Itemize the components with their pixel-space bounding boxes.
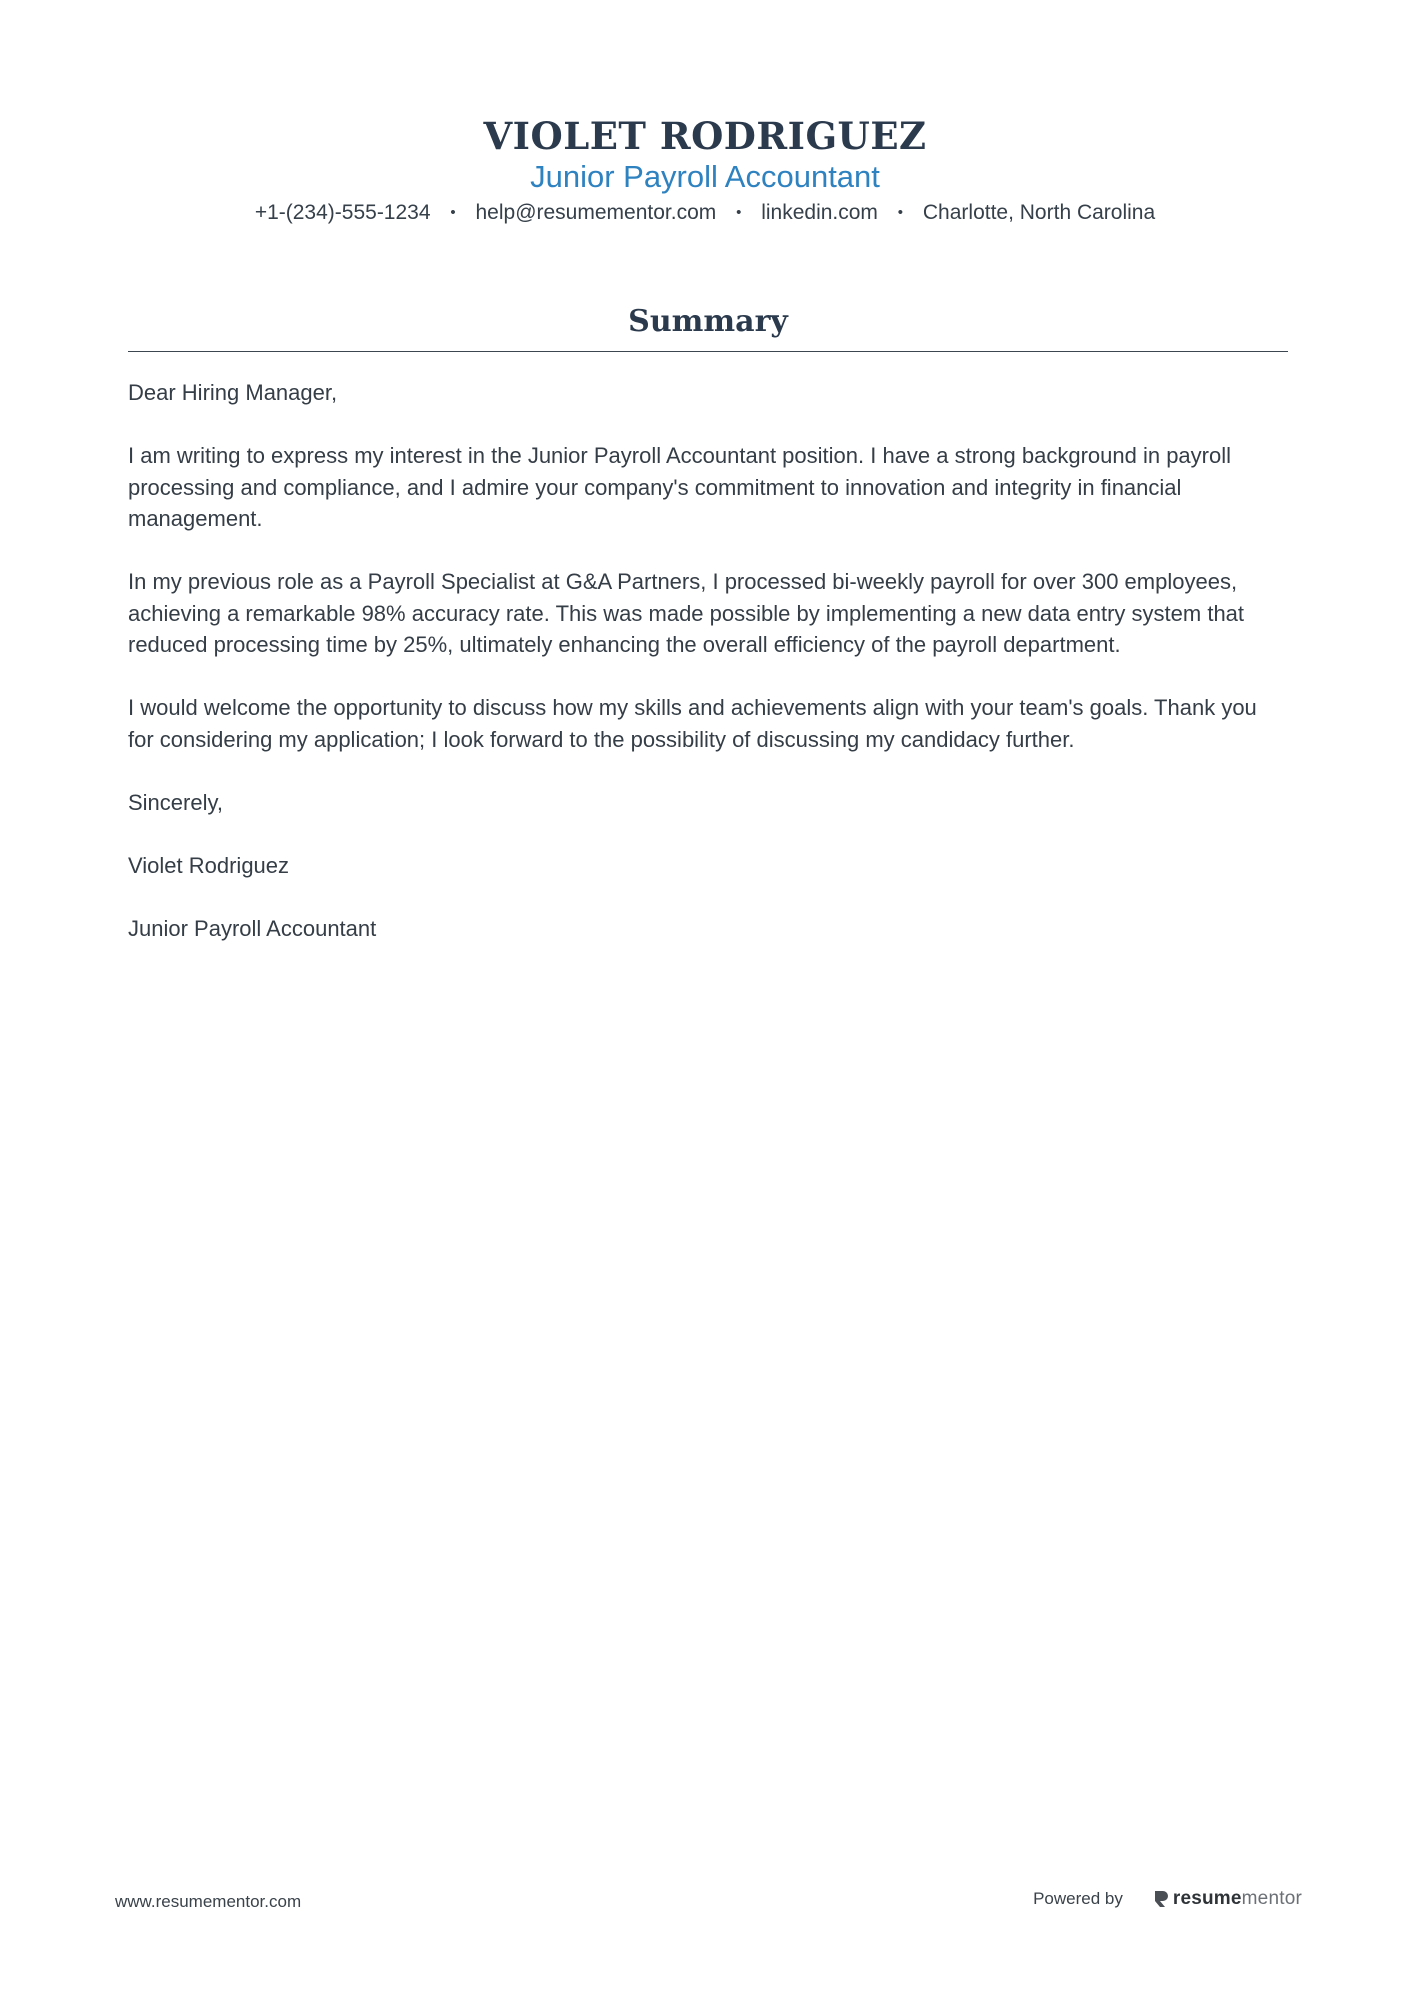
letter-paragraph: I am writing to express my interest in the Junior Payroll Accountant position. I have a strong background in payroll processing and compliance, and I admire your company's commitment to innovation and integrity in financial management.: [128, 443, 1232, 531]
footer-branding: [1033, 1888, 1302, 1910]
brand-name-part1: resume: [1172, 1888, 1242, 1909]
footer-website[interactable]: www.resumementor.com: [115, 1892, 302, 1911]
letter-paragraph: I would welcome the opportunity to discuss how my skills and achievements align with your team's goals. Thank you for considering my application; I look forward to the possibility of discussing my candidacy further.: [128, 695, 1257, 752]
applicant-name: VIOLET RODRIGUEZ: [483, 114, 927, 158]
powered-by-label: Powered by: [1033, 1889, 1123, 1908]
brand-name-part2: mentor: [1241, 1888, 1302, 1909]
section-title: Summary: [128, 302, 1288, 352]
letter-greeting: Dear Hiring Manager,: [128, 380, 338, 405]
contact-phone: +1-(234)-555-1234: [254, 201, 431, 224]
brand-logo[interactable]: [1153, 1888, 1302, 1910]
letter-closing: Sincerely,: [128, 789, 223, 815]
letter-paragraph: In my previous role as a Payroll Specialist at G&A Partners, I processed bi-weekly payroll for over 300 employees, achieving a remarkable 98% accuracy rate. This was made possible by implementing a new data entry system that reduced processing time by 25%, ultimately enhancing the overall efficiency of the payroll department.: [128, 569, 1245, 657]
contact-line: [0, 198, 1410, 230]
applicant-job-title: Junior Payroll Accountant: [530, 159, 880, 194]
contact-separator: •: [897, 204, 904, 221]
contact-linkedin[interactable]: linkedin.com: [761, 201, 878, 224]
contact-email[interactable]: help@resumementor.com: [475, 201, 717, 224]
letter-body: [128, 377, 1288, 944]
letter-header: [0, 112, 1410, 230]
contact-location: Charlotte, North Carolina: [922, 201, 1156, 224]
resumementor-logo-icon: [1153, 1889, 1169, 1909]
signature-title: Junior Payroll Accountant: [128, 915, 377, 941]
summary-section: [128, 302, 1288, 976]
contact-separator: •: [450, 204, 456, 221]
contact-separator: •: [736, 204, 742, 221]
signature-name: Violet Rodriguez: [128, 852, 290, 878]
